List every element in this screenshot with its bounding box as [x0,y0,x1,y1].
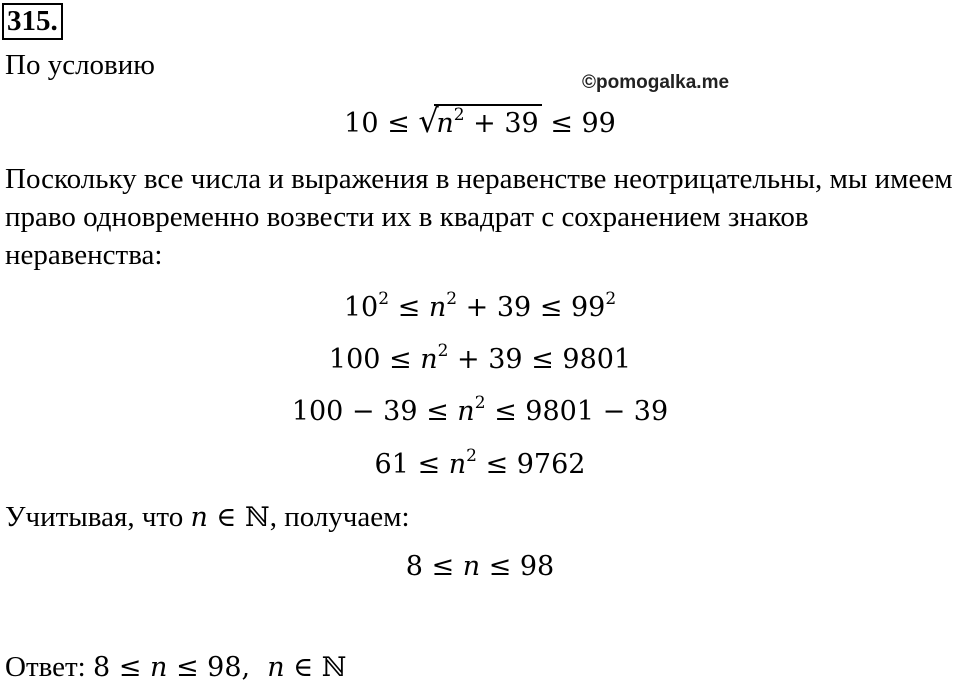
answer-label: Ответ: [5,651,93,683]
sqrt-expression: √ $n^2 + 39$ [418,107,541,141]
given-line: Учитывая, что n ∈ ℕ, получаем: [5,501,410,533]
paragraph-line-2: право одновременно возвести их в квадрат с сохранением знаков [5,201,809,233]
answer-line: Ответ: 8 ≤ n ≤ 98, n ∈ ℕ [5,651,347,683]
condition-right: 99 [581,108,616,139]
condition-left: 10 [344,108,379,139]
condition-formula: 10 ≤ √ $n^2 + 39 \le 99$ [344,102,616,140]
problem-number: 315. [2,3,63,40]
intro-text: По условию [5,49,155,81]
step-2: $100 \le n^2 + 39 \le 9801$ [328,341,632,375]
radical-sign: √ [418,102,439,140]
watermark: ©pomogalka.me [582,72,730,93]
step-4: $61 \le n^2 \le 9762$ [374,446,586,480]
result-formula: 8 ≤ n ≤ 98 [405,551,555,582]
paragraph-line-3: неравенства: [5,239,163,271]
paragraph-line-1: Поскольку все числа и выражения в неравенстве неотрицательны, мы имеем [5,163,953,195]
step-3: $100 - 39 \le n^2 \le 9801 - 39$ [291,393,669,427]
step-1: $10^2 \le n^2 + 39 \le 99^2$ [343,289,617,323]
